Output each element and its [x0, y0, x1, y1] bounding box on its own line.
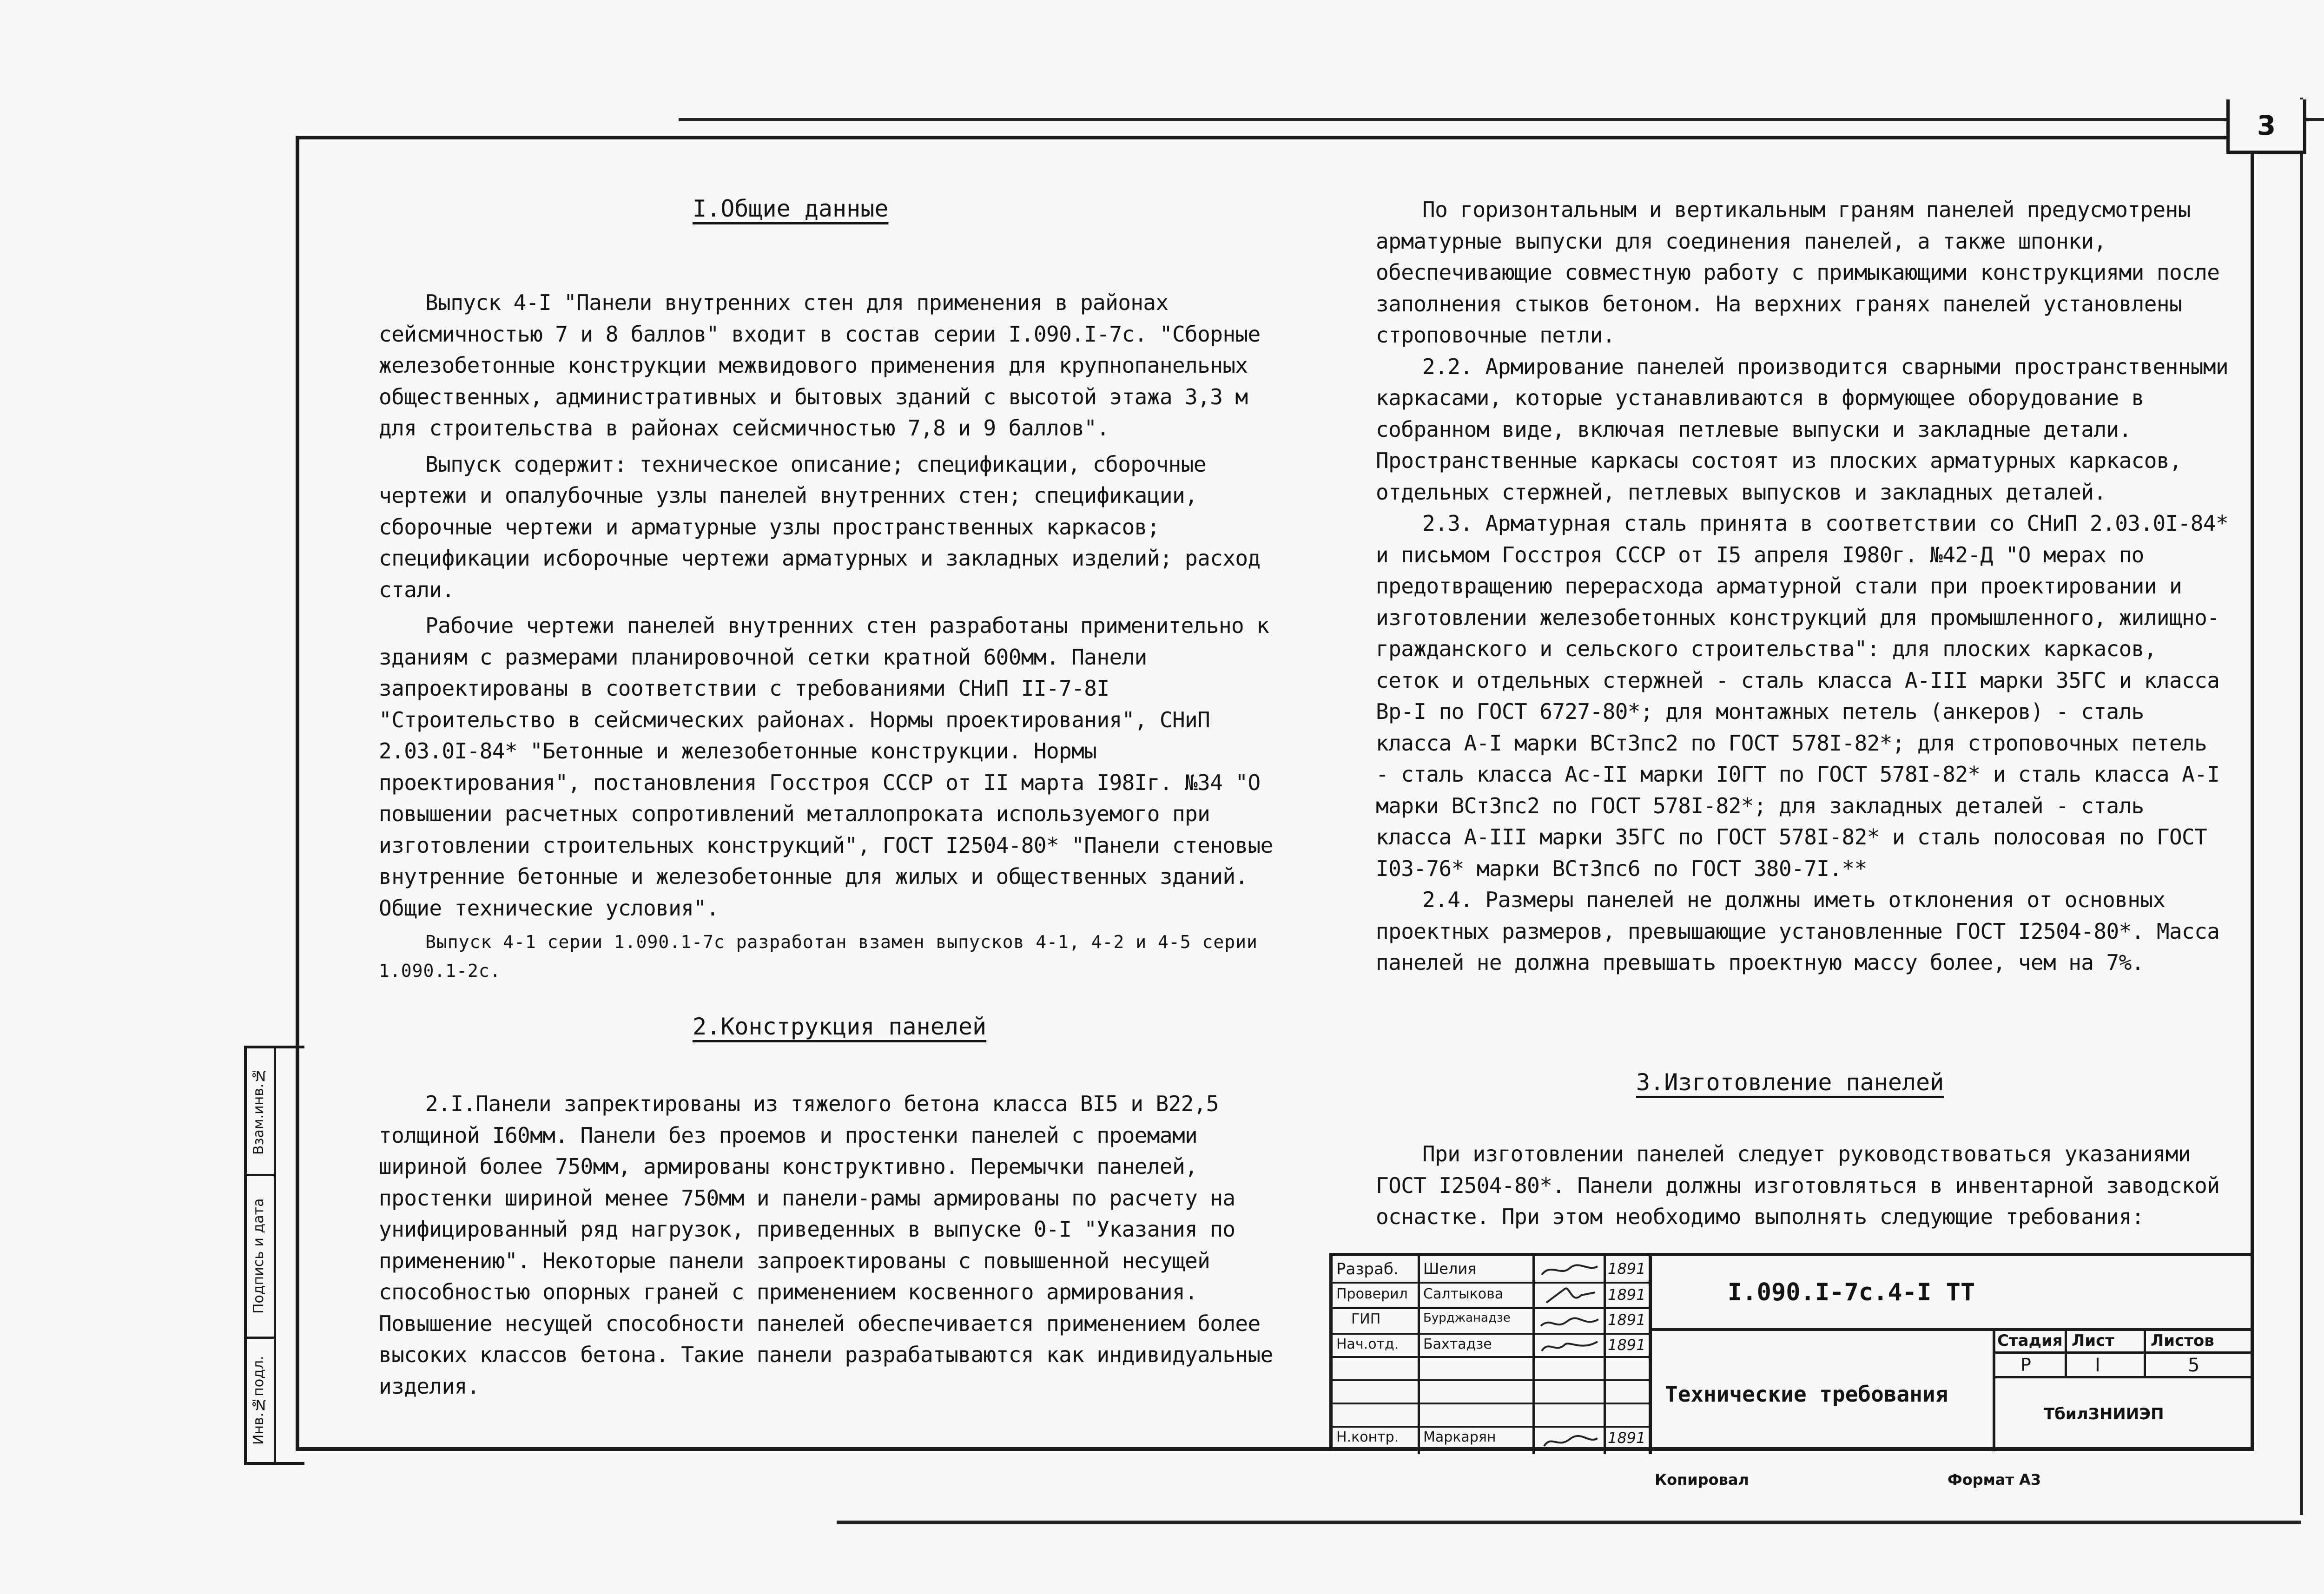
- organization: ТбилЗНИИЭП: [2044, 1405, 2164, 1423]
- section-3-paragraph-1: При изготовлении панелей следует руководствоваться указаниями ГОСТ I2504-80*. Панели должны изготовляться в инвентарной заводской оснастке. При этом необходимо выполнять следующие требования:: [1376, 1141, 2220, 1229]
- right-paragraph-4: 2.4. Размеры панелей не должны иметь отклонения от основных проектных размеров, превышающие установленные ГОСТ I2504-80*. Масса панелей не должна превышать проектную массу более, чем на 7%.: [1376, 887, 2220, 975]
- title-block: [1329, 1253, 2254, 1451]
- heading-general-data: I.Общие данные: [693, 195, 889, 222]
- right-paragraph-1: По горизонтальным и вертикальным граням панелей предусмотрены арматурные выпуски для соединения панелей, а также шпонки, обеспечивающие совместную работу с примыкающими конструкциями после заполнения стыков бетоном. На верхних гранях панелей установлены строповочные петли.: [1376, 197, 2220, 348]
- date-checker: 1891: [1608, 1286, 1646, 1304]
- role-chief-engineer: ГИП: [1351, 1311, 1381, 1327]
- signature-chief-engineer: [1541, 1318, 1598, 1326]
- name-chief-engineer: Бурджанадзе: [1423, 1311, 1511, 1325]
- frame-bottom: [296, 1447, 1337, 1451]
- date-chief-engineer: 1891: [1608, 1311, 1646, 1329]
- section-1-paragraph-3: Рабочие чертежи панелей внутренних стен разработаны применительно к зданиям с размерами планировочной сетки кратной 600мм. Панели запроектированы в соответствии с требованиями СНиП II-7-8I "Строительство в сейсмических районах. Нормы проектирования", СНиП 2.03.0I-84* "Бетонные и железобетонные конструкции. Нормы проектирования", постановления Госстроя СССР от II марта I98Iг. №34 "О повышении расчетных сопротивлений металлопроката используемого при изготовлении строительных конструкций", ГОСТ I2504-80* "Панели стеновые внутренние бетонные и железобетонные для жилых и общественных зданий. Общие технические условия".: [379, 613, 1273, 921]
- date-norm-control: 1891: [1608, 1429, 1646, 1447]
- name-developer: Шелия: [1423, 1260, 1477, 1278]
- date-developer: 1891: [1608, 1260, 1646, 1278]
- heading-manufacturing: 3.Изготовление панелей: [1636, 1069, 1944, 1096]
- stage-value: Р: [2020, 1355, 2031, 1375]
- section-1-text: [379, 287, 1276, 985]
- signatures: [1537, 1258, 1602, 1453]
- sheet-value: I: [2095, 1355, 2100, 1376]
- sheet-label: Лист: [2072, 1331, 2114, 1350]
- role-developer: Разраб.: [1336, 1260, 1399, 1278]
- role-norm-control: Н.контр.: [1336, 1429, 1399, 1445]
- date-dept-head: 1891: [1608, 1336, 1646, 1354]
- signature-dept-head: [1542, 1342, 1598, 1351]
- section-2-paragraph-1: 2.I.Панели запректированы из тяжелого бетона класса BI5 и B22,5 толщиной I60мм. Панели без проемов и простенки панелей с проемами шириной более 750мм, армированы конструктивно. Перемычки панелей, простенки шириной менее 750мм и панели-рамы армированы по расчету на унифицированный ряд нагрузок, приведенных в выпуске 0-I "Указания по применению". Некоторые панели запроектированы с повышенной несущей способностью опорных граней с применением косвенного армирования. Повышение несущей способности панелей обеспечивается применением более высоких классов бетона. Такие панели разрабатываются как индивидуальные изделия.: [379, 1091, 1273, 1399]
- page-number: 3: [2226, 99, 2306, 154]
- role-checker: Проверил: [1336, 1286, 1408, 1302]
- sheets-label: Листов: [2151, 1331, 2214, 1350]
- section-1-paragraph-2: Выпуск содержит: техническое описание; спецификации, сборочные чертежи и опалубочные узлы панелей внутренних стен; спецификации, сборочные чертежи и арматурные узлы пространственных каркасов; спецификации исборочные чертежи арматурных и закладных изделий; расход стали.: [379, 451, 1261, 602]
- name-checker: Салтыкова: [1423, 1286, 1504, 1302]
- sheet-edge-bottom: [837, 1521, 2301, 1524]
- copied-by-label: Копировал: [1655, 1471, 1749, 1489]
- section-3-text: [1376, 1139, 2231, 1233]
- stamp-original-inv-no: Инв.№подл.: [251, 1356, 267, 1445]
- right-paragraph-2: 2.2. Армирование панелей производится сварными пространственными каркасами, которые устанавливаются в формующее оборудование в собранном виде, включая петлевые выпуски и закладные детали. Пространственные каркасы состоят из плоских арматурных каркасов, отдельных стержней, петлевых выпусков и закладных деталей.: [1376, 354, 2229, 505]
- signature-norm-control: [1544, 1436, 1598, 1446]
- section-1-paragraph-1: Выпуск 4-I "Панели внутренних стен для применения в районах сейсмичностью 7 и 8 баллов" входит в состав серии I.090.I-7с. "Сборные железобетонные конструкции межвидового применения для крупнопанельных общественных, административных и бытовых зданий с высотой этажа 3,3 м для строительства в районах сейсмичностью 7,8 и 9 баллов".: [379, 290, 1261, 441]
- sheet-edge-top: [679, 118, 2324, 121]
- signature-checker: [1546, 1288, 1595, 1303]
- frame-top: [297, 136, 2254, 139]
- stamp-replacement-inv-no: Взам.инв.№: [251, 1067, 267, 1155]
- binding-stamp: [244, 1046, 304, 1465]
- stage-label: Стадия: [1997, 1331, 2063, 1350]
- name-norm-control: Маркарян: [1423, 1429, 1496, 1445]
- section-2-text: [379, 1088, 1276, 1402]
- right-paragraph-3: 2.3. Арматурная сталь принята в соответствии со СНиП 2.03.0I-84* и письмом Госстроя СССР от I5 апреля I980г. №42-Д "О мерах по предотвращению перерасхода арматурной стали при проектировании и изготовлении железобетонных конструкций для промышленного, жилищно-гражданского и сельского строительства": для плоских каркасов, сеток и отдельных стержней - сталь класса А-III марки 35ГС и класса Вр-I по ГОСТ 6727-80*; для монтажных петель (анкеров) - сталь класса А-I марки ВСт3пс2 по ГОСТ 578I-82*; для строповочных петель - сталь класса Ас-II марки I0ГТ по ГОСТ 578I-82* и сталь класса А-I марки ВСт3пс2 по ГОСТ 578I-82*; для закладных деталей - сталь класса А-III марки 35ГС по ГОСТ 578I-82* и сталь полосовая по ГОСТ I03-76* марки ВСт3пс6 по ГОСТ 380-7I.**: [1376, 511, 2229, 881]
- section-1-note: Выпуск 4-1 серии 1.090.1-7с разработан взамен выпусков 4-1, 4-2 и 4-5 серии 1.090.1-2с.: [379, 932, 1258, 981]
- heading-panel-construction: 2.Конструкция панелей: [693, 1013, 987, 1040]
- document-title: Технические требования: [1665, 1382, 1948, 1407]
- document-code: I.090.I-7с.4-I ТТ: [1728, 1278, 1975, 1306]
- name-dept-head: Бахтадзе: [1423, 1336, 1492, 1352]
- role-dept-head: Нач.отд.: [1336, 1336, 1399, 1352]
- sheet-edge-right: [2300, 98, 2303, 1515]
- signature-developer: [1542, 1265, 1598, 1275]
- stamp-signature-date: Подпись и дата: [251, 1198, 267, 1314]
- format-label: Формат А3: [1948, 1471, 2041, 1489]
- right-column-text: [1376, 194, 2231, 979]
- sheets-value: 5: [2188, 1355, 2200, 1376]
